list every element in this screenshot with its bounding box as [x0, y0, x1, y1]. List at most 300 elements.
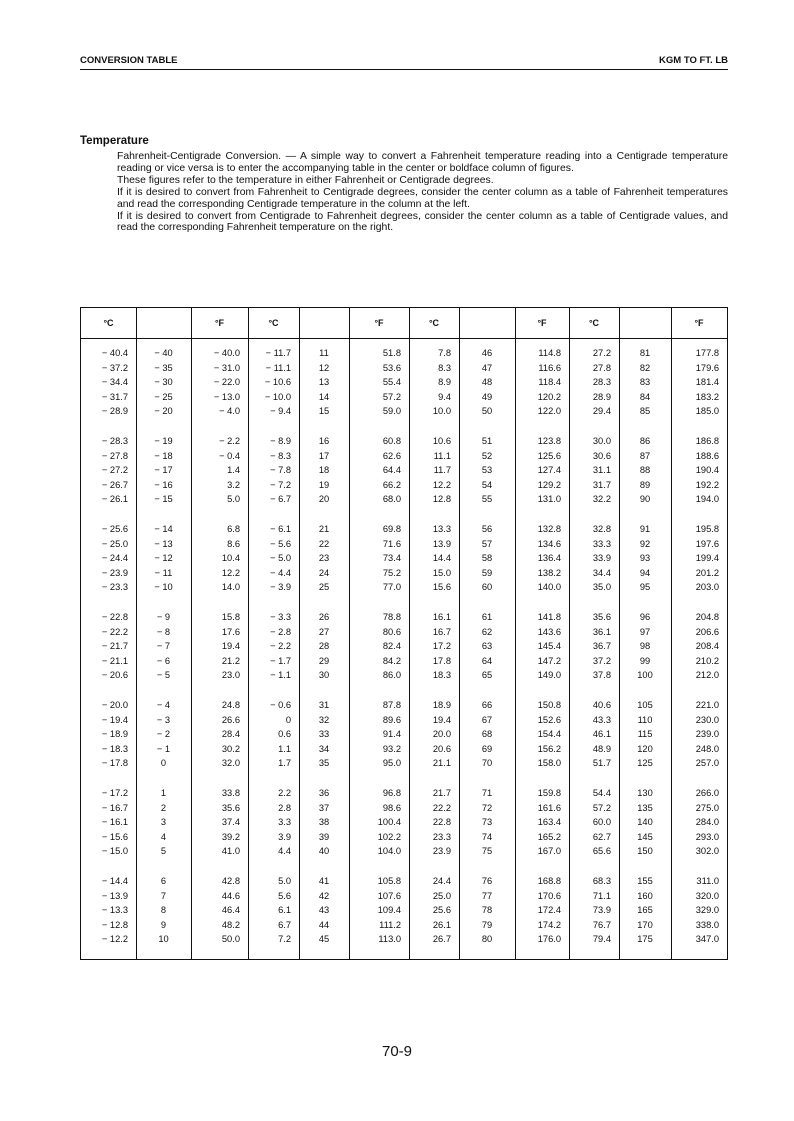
table-cell: 68.3 [592, 876, 611, 886]
table-cell: 15.6 [432, 582, 451, 593]
table-cell: 37.8 [592, 670, 611, 681]
table-cell: 97 [639, 626, 651, 637]
table-cell: 116.6 [538, 362, 561, 373]
table-cell: − 20 [154, 406, 173, 417]
table-cell: − 20.0 [101, 700, 128, 710]
table-cell: 31.1 [592, 465, 611, 476]
table-cell: 17.6 [221, 626, 240, 637]
table-cell: 80 [481, 934, 493, 945]
page-number: 70-9 [381, 1043, 413, 1060]
table-cell: − 10.6 [264, 377, 291, 388]
table-cell: 84.2 [382, 655, 401, 666]
table-cell: 57 [481, 538, 493, 549]
table-cell: 199.4 [695, 553, 719, 564]
table-cell: − 17.2 [101, 788, 128, 798]
table-cell: 172.4 [537, 905, 561, 916]
table-cell: − 13.0 [213, 391, 240, 402]
table-cell: 35 [318, 758, 330, 769]
page-header [80, 52, 728, 68]
intro-text [117, 151, 728, 234]
table-cell: − 4.4 [270, 567, 291, 578]
section-title: Temperature [80, 135, 149, 147]
table-cell: 10 [158, 934, 169, 945]
table-header-cell: °F [537, 318, 547, 328]
table-header-cell: °F [374, 318, 384, 328]
table-cell: 86.0 [382, 670, 401, 681]
table-cell: − 7.2 [270, 479, 291, 490]
table-cell: − 34.4 [101, 377, 128, 388]
table-cell: 61 [481, 612, 493, 622]
table-header-cell: °C [268, 318, 279, 328]
table-cell: 174.2 [537, 919, 561, 930]
table-cell: 1.4 [227, 465, 240, 476]
table-cell: − 31.7 [101, 391, 128, 402]
table-cell: 19.4 [432, 714, 451, 725]
table-cell: 20.0 [432, 729, 451, 740]
table-cell: 186.8 [695, 436, 719, 446]
table-cell: 39.2 [221, 831, 240, 842]
table-cell: 15.0 [432, 567, 451, 578]
table-cell: 37 [318, 802, 330, 813]
table-cell: 4.4 [278, 846, 291, 857]
table-cell: − 12.2 [101, 934, 128, 945]
table-cell: 206.6 [695, 626, 719, 637]
table-cell: 25 [318, 582, 330, 593]
table-cell: − 27.2 [101, 465, 128, 476]
table-cell: 100.4 [377, 817, 401, 828]
table-cell: 98.6 [382, 802, 401, 813]
table-cell: 27.8 [592, 362, 611, 373]
table-header-rule [81, 338, 727, 339]
table-cell: 168.8 [537, 876, 561, 886]
table-cell: 3 [160, 817, 167, 828]
table-cell: − 2.2 [270, 641, 291, 652]
table-cell: − 15.6 [101, 831, 128, 842]
table-cell: 156.2 [537, 743, 561, 754]
table-cell: 75.2 [382, 567, 401, 578]
table-cell: 73 [481, 817, 493, 828]
table-cell: 54 [481, 479, 493, 490]
table-cell: 104.0 [377, 846, 401, 857]
table-cell: 70 [481, 758, 493, 769]
table-cell: 48.2 [221, 919, 240, 930]
table-cell: 28.3 [592, 377, 611, 388]
table-cell: − 0.6 [270, 700, 291, 710]
conversion-table [80, 307, 728, 960]
table-cell: 140 [637, 817, 653, 828]
table-cell: − 16.7 [101, 802, 128, 813]
table-cell: − 0.4 [219, 450, 240, 461]
table-cell: 25.0 [432, 890, 451, 901]
table-cell: − 3.9 [270, 582, 291, 593]
table-cell: 11.1 [433, 450, 451, 461]
table-cell: 40.6 [592, 700, 611, 710]
table-cell: 105.8 [377, 876, 401, 886]
table-cell: 5.0 [278, 876, 291, 886]
table-cell: 134.6 [537, 538, 561, 549]
table-cell: 89.6 [382, 714, 401, 725]
table-cell: 98 [639, 641, 651, 652]
table-cell: − 12 [154, 553, 173, 564]
table-cell: − 21.7 [101, 641, 128, 652]
table-cell: 150 [637, 846, 653, 857]
table-cell: − 5.6 [270, 538, 291, 549]
table-cell: − 5 [156, 670, 171, 681]
table-cell: − 6.1 [270, 524, 291, 534]
table-cell: 158.0 [537, 758, 561, 769]
table-cell: 95.0 [382, 758, 401, 769]
table-cell: 69.8 [382, 524, 401, 534]
table-cell: 36.7 [592, 641, 611, 652]
table-cell: 177.8 [695, 348, 719, 358]
table-cell: 20 [318, 494, 330, 505]
table-cell: 115 [637, 729, 653, 740]
table-cell: − 23.3 [101, 582, 128, 593]
table-cell: 10.4 [221, 553, 240, 564]
table-cell: 47 [481, 362, 493, 373]
table-cell: 239.0 [695, 729, 719, 740]
table-cell: 35.6 [592, 612, 611, 622]
table-cell: 56 [481, 524, 493, 534]
table-cell: 107.6 [377, 890, 401, 901]
table-cell: 204.8 [695, 612, 719, 622]
table-cell: 4 [160, 831, 167, 842]
table-cell: 39 [318, 831, 330, 842]
table-cell: 145.4 [537, 641, 561, 652]
table-cell: 130 [637, 788, 653, 798]
table-cell: 28 [318, 641, 330, 652]
table-cell: 194.0 [695, 494, 719, 505]
table-cell: 138.2 [537, 567, 561, 578]
table-cell: 44.6 [221, 890, 240, 901]
table-cell: 41.0 [221, 846, 240, 857]
table-cell: 33.3 [592, 538, 611, 549]
table-cell: 131.0 [537, 494, 561, 505]
table-cell: 93 [639, 553, 651, 564]
table-cell: − 27.8 [101, 450, 128, 461]
table-cell: 32 [318, 714, 330, 725]
table-cell: 76.7 [592, 919, 611, 930]
table-cell: 140.0 [537, 582, 561, 593]
table-cell: − 25.6 [101, 524, 128, 534]
table-cell: − 40 [154, 348, 173, 358]
table-cell: 78 [481, 905, 493, 916]
table-cell: 3.2 [227, 479, 240, 490]
table-cell: 53.6 [382, 362, 401, 373]
table-cell: 95 [639, 582, 651, 593]
table-cell: − 26.1 [101, 494, 128, 505]
table-cell: − 7 [156, 641, 171, 652]
table-cell: 80.6 [382, 626, 401, 637]
table-header-cell: °F [214, 318, 225, 328]
table-cell: − 28.3 [101, 436, 128, 446]
table-cell: 62.6 [382, 450, 401, 461]
table-cell: 5.0 [227, 494, 240, 505]
table-cell: 1.7 [278, 758, 291, 769]
table-cell: 21.2 [221, 655, 240, 666]
table-cell: 125.6 [537, 450, 561, 461]
table-cell: 25.6 [432, 905, 451, 916]
table-cell: 150.8 [537, 700, 561, 710]
table-cell: 55.4 [382, 377, 401, 388]
table-cell: − 3 [156, 714, 171, 725]
table-cell: 73.9 [592, 905, 611, 916]
table-cell: 210.2 [695, 655, 719, 666]
table-cell: 81 [639, 348, 651, 358]
table-cell: − 1.1 [270, 670, 291, 681]
table-cell: 65.6 [592, 846, 611, 857]
table-cell: − 14.4 [101, 876, 128, 886]
intro-paragraph-1: Fahrenheit-Centigrade Conversion. — A simple way to convert a Fahrenheit temperature reading into a Centigrade temperature reading or vice versa is to enter the accompanying table in the center or boldface column of figures. [117, 151, 728, 174]
table-cell: − 20.6 [101, 670, 128, 681]
table-cell: 31.7 [592, 479, 611, 490]
table-cell: 23.9 [432, 846, 451, 857]
table-cell: 54.4 [592, 788, 611, 798]
table-cell: 21.7 [432, 788, 451, 798]
table-cell: 46 [481, 348, 493, 358]
table-cell: 86 [639, 436, 651, 446]
table-cell: 284.0 [695, 817, 719, 828]
table-cell: − 13 [154, 538, 173, 549]
intro-paragraph-2: These figures refer to the temperature in either Fahrenheit or Centigrade degrees. [117, 174, 494, 186]
table-cell: 57.2 [382, 391, 401, 402]
table-cell: 45 [318, 934, 330, 945]
table-cell: 87 [639, 450, 651, 461]
table-cell: 118.4 [538, 377, 561, 388]
table-cell: − 14 [154, 524, 173, 534]
table-cell: 33.8 [221, 788, 240, 798]
table-cell: 51.7 [592, 758, 611, 769]
table-cell: 9.4 [438, 391, 451, 402]
table-cell: 1.1 [278, 743, 291, 754]
table-cell: 91 [639, 524, 651, 534]
header-rule [80, 69, 728, 70]
table-header-cell [136, 308, 191, 338]
table-cell: − 1 [156, 743, 171, 754]
table-cell: 40 [318, 846, 330, 857]
table-cell: 38 [318, 817, 330, 828]
table-cell: 63 [481, 641, 493, 652]
table-cell: 35.6 [221, 802, 240, 813]
table-cell: 19 [318, 479, 330, 490]
table-cell: 12.2 [432, 479, 451, 490]
table-cell: 176.0 [537, 934, 561, 945]
table-cell: 21 [318, 524, 330, 534]
table-cell: − 2 [156, 729, 171, 740]
table-cell: 73.4 [382, 553, 401, 564]
table-cell: 52 [481, 450, 493, 461]
table-cell: 7.8 [438, 348, 451, 358]
table-cell: 77 [481, 890, 493, 901]
table-cell: 165.2 [537, 831, 561, 842]
table-cell: − 19.4 [101, 714, 128, 725]
table-cell: 16 [318, 436, 330, 446]
table-cell: 30.0 [592, 436, 611, 446]
table-cell: 96.8 [382, 788, 401, 798]
table-cell: − 15 [154, 494, 173, 505]
table-cell: − 16 [154, 479, 173, 490]
table-cell: 48.9 [592, 743, 611, 754]
table-cell: 60.8 [382, 436, 401, 446]
table-cell: 111.2 [379, 919, 401, 930]
table-cell: 82.4 [382, 641, 401, 652]
table-cell: 24 [318, 567, 330, 578]
table-cell: 3.3 [278, 817, 291, 828]
table-cell: 11 [319, 348, 329, 358]
table-cell: 6 [160, 876, 167, 886]
table-cell: − 9 [156, 612, 171, 622]
table-cell: − 24.4 [101, 553, 128, 564]
table-cell: 84 [639, 391, 651, 402]
table-cell: − 12.8 [101, 919, 128, 930]
table-cell: 13 [318, 377, 330, 388]
table-cell: 11.7 [433, 465, 451, 476]
table-cell: 22.8 [432, 817, 451, 828]
table-cell: 10.6 [432, 436, 451, 446]
table-cell: 257.0 [695, 758, 719, 769]
table-cell: 14 [318, 391, 330, 402]
table-cell: 41 [318, 876, 330, 886]
table-cell: 16.7 [432, 626, 451, 637]
table-cell: 74 [481, 831, 493, 842]
table-cell: 154.4 [537, 729, 561, 740]
table-cell: 102.2 [377, 831, 401, 842]
table-header-cell: °C [588, 318, 600, 328]
table-cell: 37.4 [221, 817, 240, 828]
table-cell: 71.1 [592, 890, 611, 901]
table-cell: 0 [160, 758, 167, 769]
table-cell: 37.2 [592, 655, 611, 666]
table-cell: 170 [637, 919, 653, 930]
table-cell: 62 [481, 626, 493, 637]
table-cell: 120 [637, 743, 653, 754]
table-cell: 12.8 [432, 494, 451, 505]
table-cell: 53 [481, 465, 493, 476]
table-cell: − 22.8 [101, 612, 128, 622]
table-header-cell: °F [694, 318, 704, 328]
table-cell: 21.1 [432, 758, 451, 769]
table-cell: − 6.7 [270, 494, 291, 505]
table-cell: 248.0 [695, 743, 719, 754]
table-cell: 320.0 [695, 890, 719, 901]
table-cell: 36 [318, 788, 330, 798]
table-cell: 2.2 [278, 788, 291, 798]
table-cell: − 18.3 [101, 743, 128, 754]
table-cell: 26 [318, 612, 330, 622]
table-cell: 147.2 [537, 655, 561, 666]
table-cell: 59 [481, 567, 493, 578]
table-cell: − 11.7 [265, 348, 291, 358]
table-cell: 109.4 [377, 905, 401, 916]
table-cell: − 2.8 [270, 626, 291, 637]
table-header-cell: °C [428, 318, 440, 328]
table-cell: 302.0 [695, 846, 719, 857]
table-cell: 31 [318, 700, 330, 710]
table-cell: 51 [481, 436, 493, 446]
table-cell: − 15.0 [101, 846, 128, 857]
table-cell: − 19 [154, 436, 173, 446]
table-cell: 32.2 [592, 494, 611, 505]
table-cell: 195.8 [695, 524, 719, 534]
table-cell: 0 [285, 714, 291, 725]
table-cell: 192.2 [695, 479, 719, 490]
table-cell: 67 [481, 714, 493, 725]
table-cell: 114.8 [538, 348, 561, 358]
table-cell: 85 [639, 406, 651, 417]
table-cell: 5 [160, 846, 167, 857]
table-cell: 120.2 [537, 391, 561, 402]
table-cell: − 5.0 [270, 553, 291, 564]
table-cell: 188.6 [695, 450, 719, 461]
table-cell: 29 [318, 655, 330, 666]
table-cell: 8 [160, 905, 167, 916]
table-cell: 125 [637, 758, 653, 769]
table-cell: 42.8 [221, 876, 240, 886]
table-cell: 17 [318, 450, 330, 461]
table-cell: 155 [637, 876, 653, 886]
table-cell: 64.4 [382, 465, 401, 476]
table-cell: 185.0 [695, 406, 719, 417]
table-cell: − 21.1 [101, 655, 128, 666]
table-cell: 275.0 [695, 802, 719, 813]
table-cell: − 40.0 [213, 348, 240, 358]
table-cell: 1 [160, 788, 167, 798]
table-cell: 30.2 [221, 743, 240, 754]
table-cell: 83 [639, 377, 651, 388]
table-cell: 43 [318, 905, 330, 916]
table-cell: 68 [481, 729, 493, 740]
table-cell: 22.2 [432, 802, 451, 813]
table-cell: 22 [318, 538, 330, 549]
table-cell: 175 [637, 934, 653, 945]
table-cell: 99 [639, 655, 651, 666]
table-cell: − 4 [156, 700, 171, 710]
table-cell: 50 [481, 406, 493, 417]
table-cell: 145 [637, 831, 653, 842]
table-cell: 165 [637, 905, 653, 916]
table-cell: 179.6 [695, 362, 719, 373]
table-cell: 30 [318, 670, 330, 681]
table-cell: 89 [639, 479, 651, 490]
table-cell: 66.2 [382, 479, 401, 490]
table-cell: − 26.7 [101, 479, 128, 490]
table-cell: 135 [637, 802, 653, 813]
table-cell: 14.0 [221, 582, 240, 593]
table-cell: − 30 [154, 377, 173, 388]
table-cell: 23.3 [432, 831, 451, 842]
table-cell: 23.0 [221, 670, 240, 681]
table-cell: 183.2 [695, 391, 719, 402]
table-cell: 28.4 [221, 729, 240, 740]
table-cell: 15 [318, 406, 330, 417]
table-cell: 329.0 [695, 905, 719, 916]
table-cell: − 16.1 [101, 817, 128, 828]
table-cell: 26.7 [432, 934, 451, 945]
table-cell: 82 [639, 362, 651, 373]
table-cell: 15.8 [221, 612, 240, 622]
table-cell: 7 [160, 890, 167, 901]
table-cell: 17.8 [432, 655, 451, 666]
table-cell: 152.6 [537, 714, 561, 725]
table-cell: − 17 [154, 465, 173, 476]
header-right-title: KGM TO FT. LB [659, 55, 728, 66]
table-cell: 93.2 [382, 743, 401, 754]
table-cell: − 1.7 [270, 655, 291, 666]
table-cell: 24.4 [432, 876, 451, 886]
table-cell: 3.9 [278, 831, 291, 842]
table-cell: 2 [160, 802, 167, 813]
table-cell: − 7.8 [270, 465, 291, 476]
